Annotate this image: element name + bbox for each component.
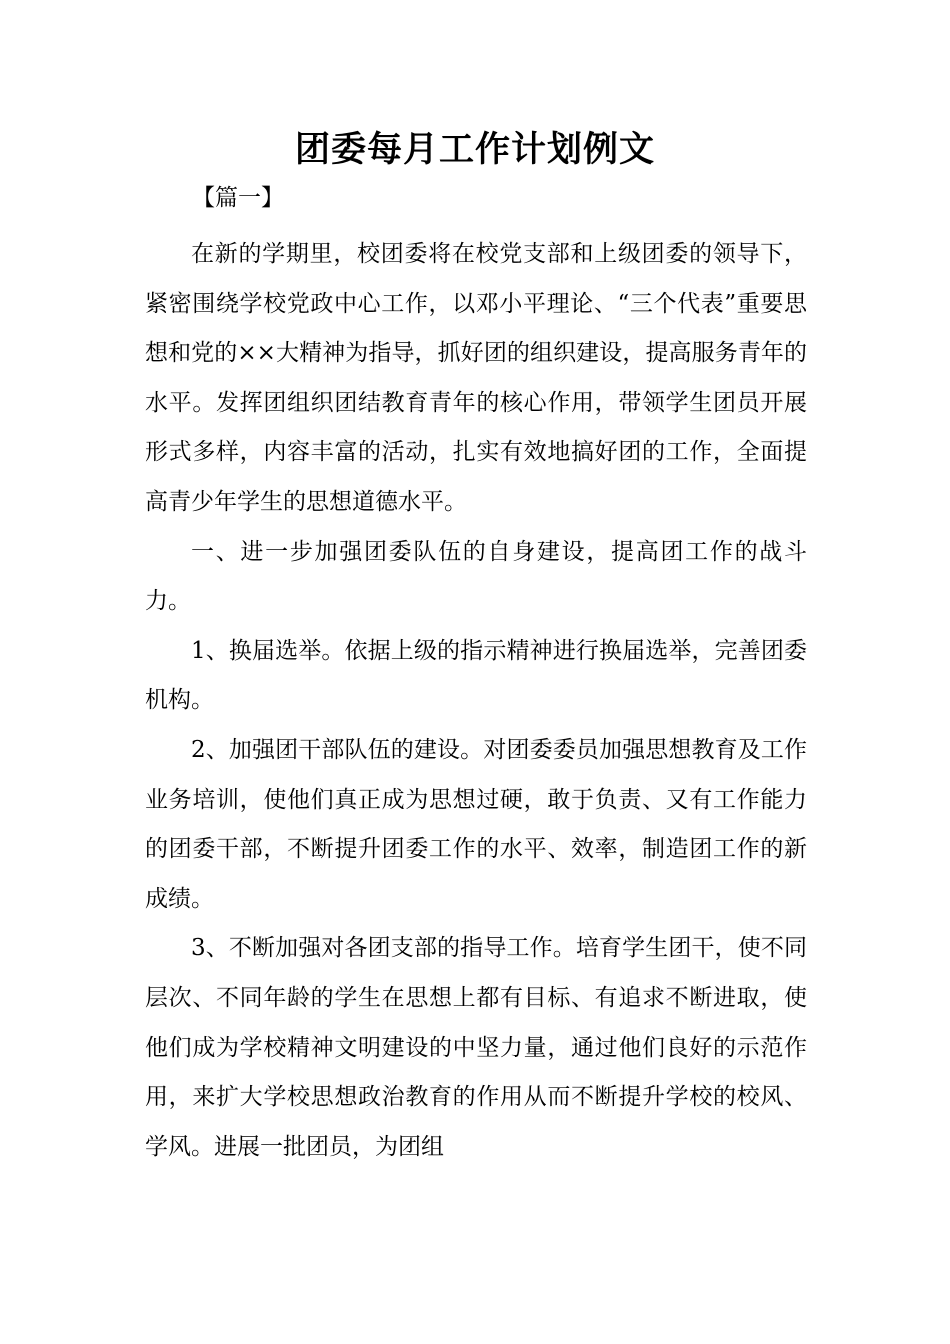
paragraph-heading-1: 一、进一步加强团委队伍的自身建设，提高团工作的战斗力。: [145, 538, 807, 615]
paragraph-intro: 在新的学期里，校团委将在校党支部和上级团委的领导下，紧密围绕学校党政中心工作，以邓小平理论、“三个代表”重要思想和党的××大精神为指导，抓好团的组织建设，提高服务青年的水平。发挥团组织团结教育青年的核心作用，带领学生团员开展形式多样，内容丰富的活动，扎实有效地搞好团的工作，全面提高青少年学生的思想道德水平。: [145, 241, 807, 515]
paragraph-item-3: 3、不断加强对各团支部的指导工作。培育学生团干，使不同层次、不同年龄的学生在思想上都有目标、有追求不断进取，使他们成为学校精神文明建设的中坚力量，通过他们良好的示范作用，来扩大学校思想政治教育的作用从而不断提升学校的校风、学风。进展一批团员，为团组: [145, 935, 807, 1160]
document-body: [145, 173, 807, 1172]
paragraph-item-2: 2、加强团干部队伍的建设。对团委委员加强思想教育及工作业务培训，使他们真正成为思想过硬，敢于负责、又有工作能力的团委干部，不断提升团委工作的水平、效率，制造团工作的新成绩。: [145, 736, 807, 912]
section-label: 【篇一】: [192, 185, 284, 211]
document-title: 团委每月工作计划例文: [294, 130, 655, 170]
paragraph-item-1: 1、换届选举。依据上级的指示精神进行换届选举，完善团委机构。: [145, 637, 807, 714]
